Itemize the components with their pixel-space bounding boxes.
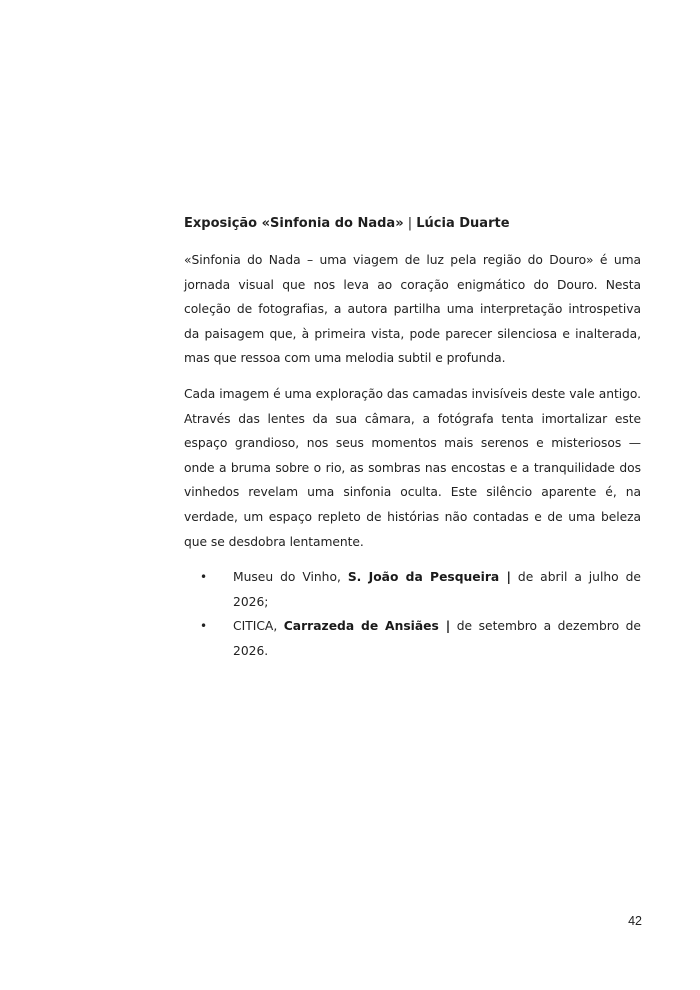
venue-name: CITICA, [233,619,284,634]
venue-item [184,614,641,663]
venue-dates: de abril a julho de 2026; [233,570,641,609]
page-number: 42 [628,914,642,928]
bullet-icon: • [200,570,208,585]
intro-paragraph: «Sinfonia do Nada – uma viagem de luz pela região do Douro» é uma jornada visual que nos leva ao coração enigmático do Douro. Nesta coleção de fotografias, a autora partilha uma interpretação introspetiva da paisagem que, à primeira vista, pode parecer silenciosa e inalterada, mas que ressoa com uma melodia subtil e profunda. [184,253,641,366]
heading-separator: | [403,216,417,231]
bullet-icon: • [200,619,208,634]
venue-list [184,565,641,663]
document-body [184,212,641,664]
venue-dates: de setembro a dezembro de 2026. [233,619,641,658]
exhibition-heading [184,212,641,236]
artist-name: Lúcia Duarte [416,216,510,231]
exhibition-title: Exposição «Sinfonia do Nada» [184,216,404,231]
venue-location: Carrazeda de Ansiães | [283,619,451,634]
description-paragraph: Cada imagem é uma exploração das camadas invisíveis deste vale antigo. Através das lentes da sua câmara, a fotógrafa tenta imortalizar este espaço grandioso, nos seus momentos mais serenos e misteriosos — onde a bruma sobre o rio, as sombras nas encostas e a tranquilidade dos vinhedos revelam uma sinfonia oculta. Este silêncio aparente é, na verdade, um espaço repleto de histórias não contadas e de uma beleza que se desdobra lentamente. [184,386,641,549]
venue-name: Museu do Vinho, [233,570,348,585]
venue-location: S. João da Pesqueira | [347,570,511,585]
venue-item [184,565,641,614]
